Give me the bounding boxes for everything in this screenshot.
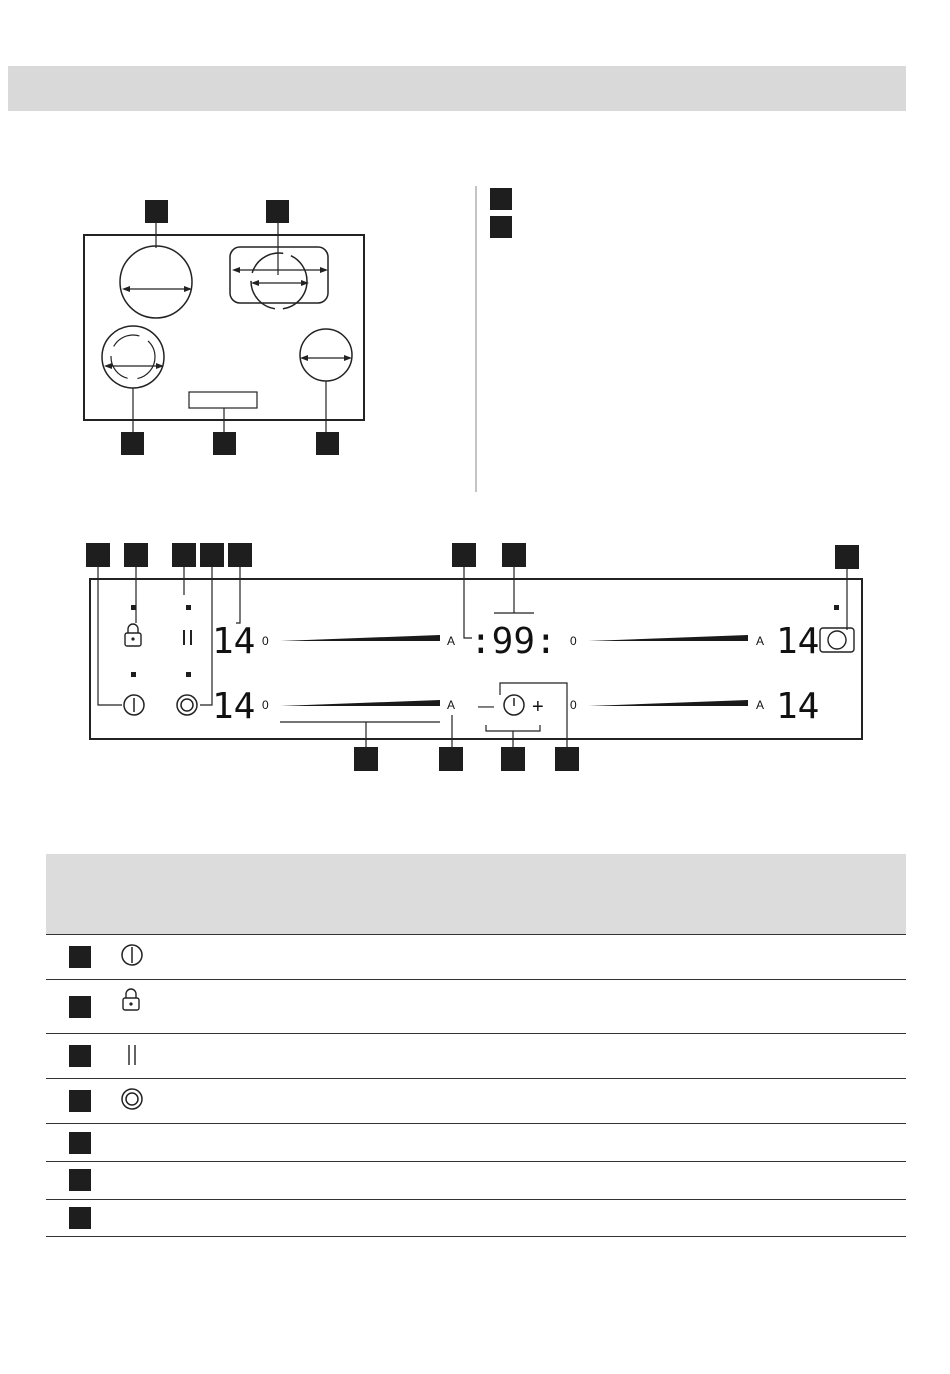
svg-text:0: 0 — [570, 634, 577, 648]
timer-display: :99: — [470, 621, 557, 662]
cooking-zone-bridge — [230, 247, 328, 303]
callout-box — [124, 543, 148, 567]
panel-lock-icon — [125, 624, 141, 646]
table-header — [46, 854, 906, 934]
panel-on-off-icon — [124, 695, 144, 715]
callout-box — [145, 200, 168, 223]
timer-minus: — — [478, 698, 494, 715]
callout-box — [835, 545, 859, 569]
table-row-number-box — [69, 996, 91, 1018]
callout-box — [121, 432, 144, 455]
svg-text:A: A — [756, 698, 765, 712]
outer-ring-icon — [120, 1087, 146, 1113]
callout-box — [555, 747, 579, 771]
table-row-number-box — [69, 1169, 91, 1191]
slider-rear-right — [570, 634, 764, 648]
level-display-rear-right: 14 — [776, 621, 820, 662]
control-panel-outline — [189, 392, 257, 408]
cooking-zone-front-left — [120, 246, 192, 318]
svg-text:A: A — [447, 634, 456, 648]
timer-clock-icon — [504, 695, 524, 715]
table-row-number-box — [69, 1132, 91, 1154]
callout-box — [266, 200, 289, 223]
callout-box — [213, 432, 236, 455]
callout-box — [502, 543, 526, 567]
callout-box — [316, 432, 339, 455]
table-row-number-box — [69, 1207, 91, 1229]
callout-box — [439, 747, 463, 771]
callout-box — [452, 543, 476, 567]
level-display-rear-left: 14 — [212, 621, 256, 662]
cooking-zone-rear-right — [300, 329, 352, 381]
panel-ring-icon — [177, 695, 197, 715]
table-row-number-box — [69, 946, 91, 968]
legend-callout-box — [490, 216, 512, 238]
svg-text:0: 0 — [262, 634, 269, 648]
callout-box — [501, 747, 525, 771]
section-header-bar — [8, 66, 906, 111]
control-panel-diagram — [0, 535, 950, 780]
slider-front-left — [262, 698, 455, 712]
svg-text:A: A — [447, 698, 456, 712]
table-row-number-box — [69, 1045, 91, 1067]
level-display-front-left: 14 — [212, 686, 256, 727]
cooktop-layout-diagram — [0, 180, 950, 500]
panel-pause-icon — [184, 630, 191, 645]
timer-plus: + — [532, 696, 544, 718]
svg-text:0: 0 — [262, 698, 269, 712]
callout-box — [354, 747, 378, 771]
on-off-icon — [120, 943, 146, 969]
callout-box — [200, 543, 224, 567]
svg-text:0: 0 — [570, 698, 577, 712]
level-display-front-right: 14 — [776, 686, 820, 727]
callout-box — [172, 543, 196, 567]
slider-front-right — [570, 698, 764, 712]
pause-icon — [120, 1043, 146, 1069]
callout-box — [86, 543, 110, 567]
legend-callout-box — [490, 188, 512, 210]
panel-bridge-icon — [820, 628, 854, 652]
callout-box — [228, 543, 252, 567]
slider-rear-left — [262, 634, 455, 648]
table-row-number-box — [69, 1090, 91, 1112]
svg-text:A: A — [756, 634, 765, 648]
lock-icon — [120, 988, 146, 1014]
